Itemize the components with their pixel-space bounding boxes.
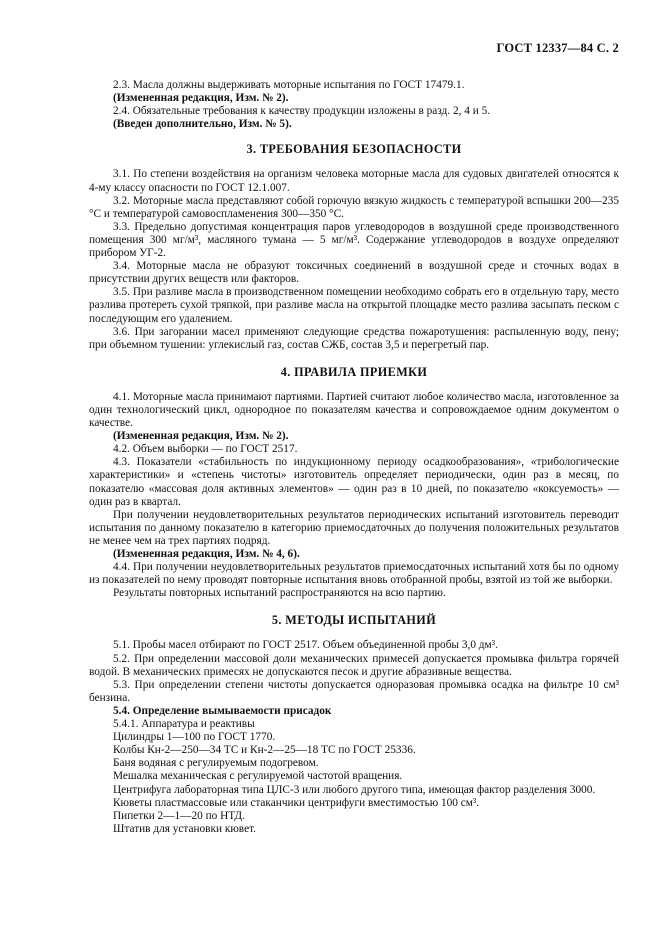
paragraph-4-1: 4.1. Моторные масла принимают партиями. Партией считают любое количество масла, изготовленное за один технологический цикл, однородное по показателям качества и сопровождаемое одним документом о качестве. [89, 390, 619, 430]
equipment-item: Пипетки 2—1—20 по НТД. [113, 809, 245, 822]
paragraph-5-3: 5.3. При определении степени чистоты допускается одноразовая промывка осадка на фильтре 10 см³ бензина. [89, 678, 619, 704]
paragraph-4-4: 4.4. При получении неудовлетворительных результатов приемосдаточных испытаний хотя бы по одному из показателей по нему проводят повторные испытания вновь отобранной пробы, взятой из той же выборки. [89, 561, 619, 587]
paragraph-3-4: 3.4. Моторные масла не образуют токсичных соединений в воздушной среде и сточных водах в присутствии других веществ или факторов. [89, 260, 619, 286]
revision-note: (Измененная редакция, Изм. № 4, 6). [113, 548, 300, 560]
paragraph-3-3: 3.3. Предельно допустимая концентрация паров углеводородов в воздушной среде производственного помещения 300 мг/м³, масляного тумана — 5 мг/м³. Содержание углеводородов в воздухе определяют прибором УГ-2. [89, 220, 619, 260]
section-heading-acceptance: 4. ПРАВИЛА ПРИЕМКИ [280, 364, 428, 379]
equipment-item: Центрифуга лабораторная типа ЦЛС-3 или любого другого типа, имеющая фактор разделения 3000. [113, 783, 596, 796]
page-header: ГОСТ 12337—84 С. 2 [496, 41, 619, 55]
equipment-item: Баня водяная с регулируемым подогревом. [113, 757, 319, 770]
paragraph-5-2: 5.2. При определении массовой доли механических примесей допускается промывка фильтра горячей водой. В механических примесях не допускаются песок и другие абразивные вещества. [89, 652, 619, 678]
paragraph-3-6: 3.6. При загорании масел применяют следующие средства пожаротушения: распыленную воду, пену; при объемном тушении: углекислый газ, состав СЖБ, состав 3,5 и перегретый пар. [89, 325, 619, 351]
paragraph-5-1: 5.1. Пробы масел отбирают по ГОСТ 2517. Объем объединенной пробы 3,0 дм³. [113, 639, 498, 652]
paragraph-4-2: 4.2. Объем выборки — по ГОСТ 2517. [113, 443, 298, 456]
revision-note: (Введен дополнительно, Изм. № 5). [113, 118, 292, 131]
paragraph-3-2: 3.2. Моторные масла представляют собой горючую вязкую жидкость с температурой вспышки 200—235 °С и температурой самовоспламенения 300—350 °С. [89, 194, 619, 220]
paragraph-3-5: 3.5. При разливе масла в производственном помещении необходимо собрать его в отдельную тару, место разлива протереть сухой тряпкой, при разливе масла на открытой площадке место разлива засыпать песком с последующим его удалением. [89, 286, 619, 325]
paragraph-4-4-cont: Результаты повторных испытаний распространяются на всю партию. [113, 587, 446, 600]
section-heading-test-methods: 5. МЕТОДЫ ИСПЫТАНИЙ [271, 613, 437, 628]
equipment-item: Штатив для установки кювет. [113, 822, 256, 835]
section-heading-safety: 3. ТРЕБОВАНИЯ БЕЗОПАСНОСТИ [246, 142, 462, 157]
document-body [89, 79, 619, 836]
revision-note: (Измененная редакция, Изм. № 2). [113, 430, 289, 443]
equipment-item: Цилиндры 1—100 по ГОСТ 1770. [113, 731, 276, 744]
paragraph-3-1: 3.1. По степени воздействия на организм человека моторные масла для судовых двигателей относятся к 4-му классу опасности по ГОСТ 12.1.007. [89, 168, 619, 194]
paragraph-5-4-1: 5.4.1. Аппаратура и реактивы [113, 718, 255, 731]
paragraph-2-4: 2.4. Обязательные требования к качеству продукции изложены в разд. 2, 4 и 5. [113, 105, 491, 118]
paragraph-4-3-cont: При получении неудовлетворительных результатов периодических испытаний изготовитель переводит испытания по данному показателю в категорию приемосдаточных до получения положительных результатов не менее чем на трех партиях подряд. [89, 508, 619, 547]
equipment-item: Кюветы пластмассовые или стаканчики центрифуги вместимостью 100 см³. [113, 796, 480, 809]
subsection-heading-5-4: 5.4. Определение вымываемости присадок [113, 704, 332, 717]
paragraph-4-3: 4.3. Показатели «стабильность по индукционному периоду осадкообразования», «трибологические характеристики» и «степень чистоты» изготовитель определяет периодически, один раз в месяц, по показателю «массовая доля активных элементов» — один раз в 10 дней, по показателю «коксуемость» — один раз в квартал. [89, 456, 619, 508]
revision-note: (Измененная редакция, Изм. № 2). [113, 92, 289, 105]
equipment-item: Колбы Кн-2—250—34 ТС и Кн-2—25—18 ТС по ГОСТ 25336. [113, 744, 416, 757]
equipment-item: Мешалка механическая с регулируемой частотой вращения. [113, 770, 403, 783]
paragraph-2-3: 2.3. Масла должны выдерживать моторные испытания по ГОСТ 17479.1. [113, 79, 465, 91]
